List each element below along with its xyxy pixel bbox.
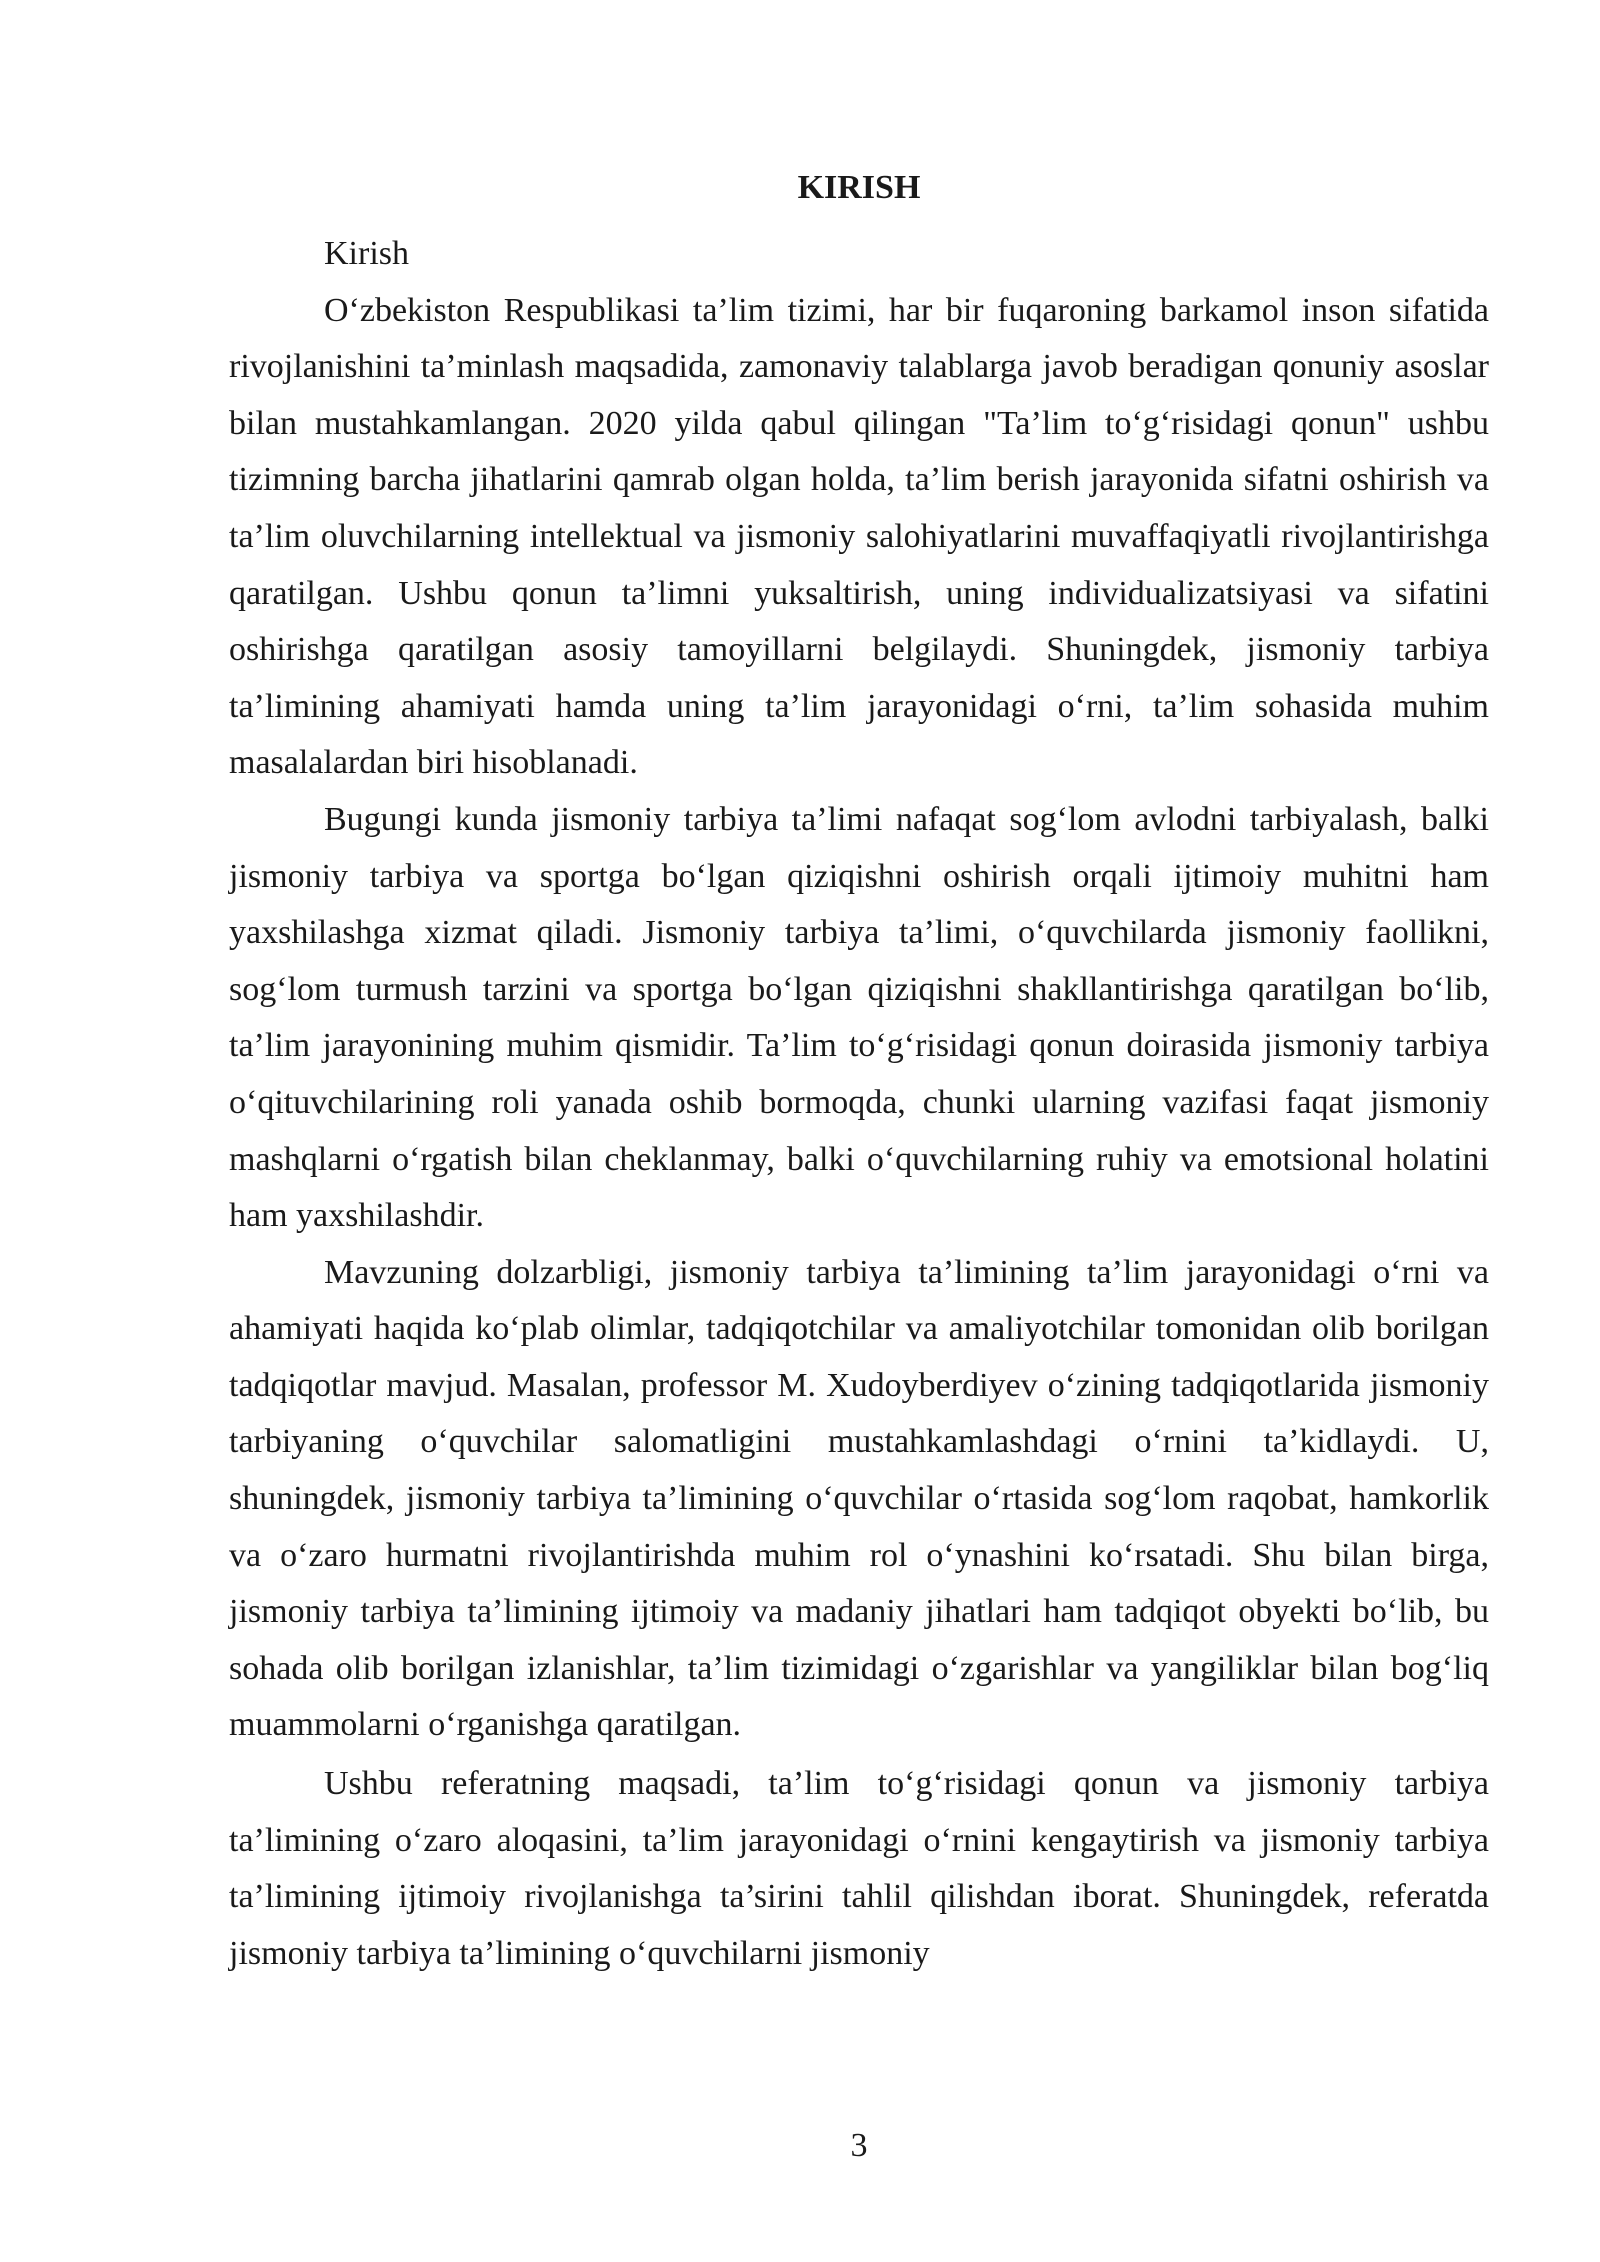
paragraph-2: Bugungi kunda jismoniy tarbiya ta’limi nafaqat sog‘lom avlodni tarbiyalash, balki jismoniy tarbiya va sportga bo‘lgan qiziqishni oshirish orqali ijtimoiy muhitni ham yaxshilashga xizmat qiladi. Jismoniy tarbiya ta’limi, o‘quvchilarda jismoniy faollikni, sog‘lom turmush tarzini va sportga bo‘lgan qiziqishni shakllantirishga qaratilgan bo‘lib, ta’lim jarayonining muhim qismidir. Ta’lim to‘g‘risidagi qonun doirasida jismoniy tarbiya o‘qituvchilarining roli yanada oshib bormoqda, chunki ularning vazifasi faqat jismoniy mashqlarni o‘rgatish bilan cheklanmay, balki o‘quvchilarning ruhiy va emotsional holatini ham yaxshilashdir. [229, 800, 1489, 1235]
paragraph-1: O‘zbekiston Respublikasi ta’lim tizimi, har bir fuqaroning barkamol inson sifatida rivojlanishini ta’minlash maqsadida, zamonaviy talablarga javob beradigan qonuniy asoslar bilan mustahkamlangan. 2020 yilda qabul qilingan "Ta’lim to‘g‘risidagi qonun" ushbu tizimning barcha jihatlarini qamrab olgan holda, ta’lim berish jarayonida sifatni oshirish va ta’lim oluvchilarning intellektual va jismoniy salohiyatlarini muvaffaqiyatli rivojlantirishga qaratilgan. Ushbu qonun ta’limni yuksaltirish, uning individualizatsiyasi va sifatini oshirishga qaratilgan asosiy tamoyillarni belgilaydi. Shuningdek, jismoniy tarbiya ta’limining ahamiyati hamda uning ta’lim jarayonidagi o‘rni, ta’lim sohasida muhim masalalardan biri hisoblanadi. [229, 291, 1489, 782]
document-body [229, 160, 1489, 1982]
section-heading: Kirish [324, 235, 409, 272]
paragraph-3: Mavzuning dolzarbligi, jismoniy tarbiya ta’limining ta’lim jarayonidagi o‘rni va ahamiyati haqida ko‘plab olimlar, tadqiqotchilar va amaliyotchilar tomonidan olib borilgan tadqiqotlar mavjud. Masalan, professor M. Xudoyberdiyev o‘zining tadqiqotlarida jismoniy tarbiyaning o‘quvchilar salomatligini mustahkamlashdagi o‘rnini ta’kidlaydi. U, shuningdek, jismoniy tarbiya ta’limining o‘quvchilar o‘rtasida sog‘lom raqobat, hamkorlik va o‘zaro hurmatni rivojlantirishda muhim rol o‘ynashini ko‘rsatadi. Shu bilan birga, jismoniy tarbiya ta’limining ijtimoiy va madaniy jihatlari ham tadqiqot obyekti bo‘lib, bu sohada olib borilgan izlanishlar, ta’lim tizimidagi o‘zgarishlar va yangiliklar bilan bog‘liq muammolarni o‘rganishga qaratilgan. [229, 1253, 1489, 1744]
page-title: KIRISH [797, 169, 921, 206]
paragraph-4: Ushbu referatning maqsadi, ta’lim to‘g‘risidagi qonun va jismoniy tarbiya ta’limining o‘zaro aloqasini, ta’lim jarayonidagi o‘rnini kengaytirish va jismoniy tarbiya ta’limining ijtimoiy rivojlanishga ta’sirini tahlil qilishdan iborat. Shuningdek, referatda jismoniy tarbiya ta’limining o‘quvchilarni jismoniy [229, 1765, 1489, 1972]
page-number: 3 [850, 2127, 868, 2164]
